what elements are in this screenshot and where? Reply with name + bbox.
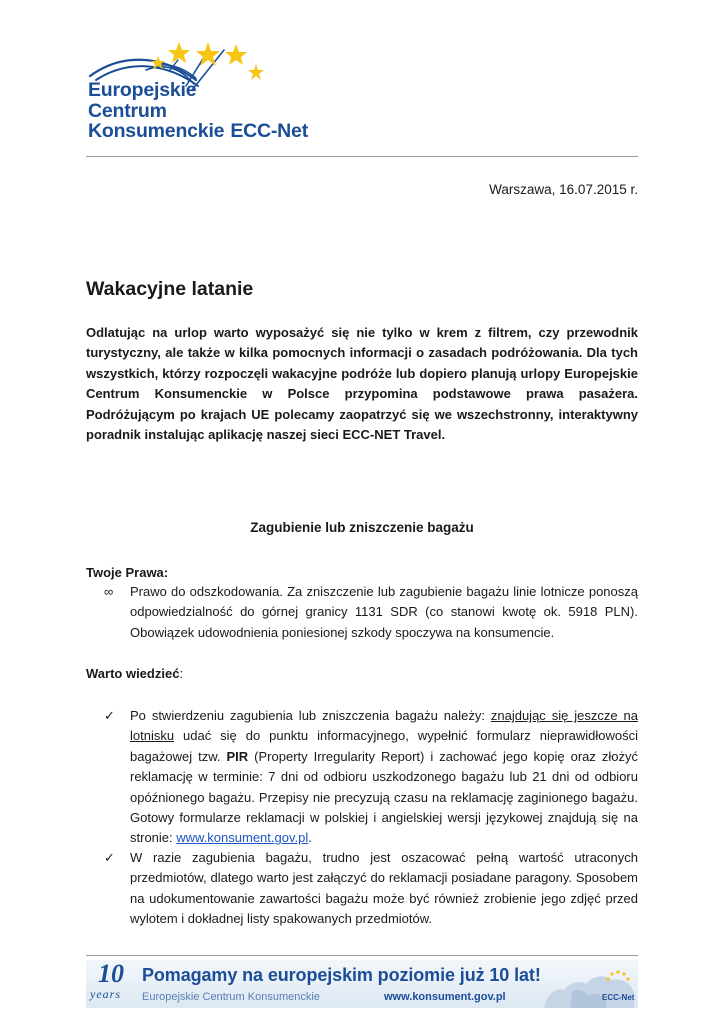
tip-1-part-4: .: [308, 830, 312, 846]
tip-1-text: [130, 706, 638, 849]
star-icon: [168, 42, 190, 63]
infinity-bullet-icon: ∞: [104, 584, 114, 599]
logo-ecc-net: ECC-Net: [230, 120, 308, 142]
header-divider: [86, 156, 638, 157]
checkmark-bullet-icon: ✓: [104, 708, 115, 723]
star-icon: [225, 44, 247, 65]
konsument-link[interactable]: www.konsument.gov.pl: [176, 830, 309, 846]
section-title: Zagubienie lub zniszczenie bagażu: [250, 520, 474, 535]
banner-badge-number: 10: [98, 960, 124, 988]
banner-org-name: Europejskie Centrum Konsumenckie: [142, 991, 320, 1003]
banner-ecc-net: ECC-Net: [602, 993, 635, 1002]
banner-badge-word: years: [90, 987, 121, 1001]
star-icon: [196, 42, 220, 66]
know-heading: [86, 666, 183, 681]
know-heading-text: Warto wiedzieć: [86, 666, 180, 681]
tip-2-text: W razie zagubienia bagażu, trudno jest oszacować pełną wartość utraconych przedmiotów, dlatego warto jest załączyć do reklamacji posiadane paragony. Sposobem na udokumentowanie zawartości bagażu może być również zrobienie jego zdjęć przed wylotem i dokładnej listy spakowanych przedmiotów.: [130, 850, 638, 927]
banner-headline: Pomagamy na europejskim poziomie już 10 lat!: [142, 965, 541, 985]
checkmark-bullet-icon: ✓: [104, 850, 115, 865]
banner-url: www.konsument.gov.pl: [384, 991, 506, 1003]
tip-1-part-3: (Property Irregularity Report) i zachować jego kopię oraz złożyć reklamację w terminie: 7 dni od odbioru uszkodzonego bagażu lub 21 dni od odbioru opóźnionego bagażu. Przepisy nie precyzują czasu na reklamację zaginionego bagażu. Gotowy formularze reklamacji w polskiej i angielskiej wersji językowej znajdują się na stronie:: [130, 748, 638, 846]
tip-1-pir: PIR: [226, 748, 249, 764]
logo-line-3: [88, 121, 308, 142]
tip-list-item: [86, 706, 638, 849]
star-icon: [248, 64, 264, 80]
logo-stars: [151, 42, 264, 80]
rights-list-item: [86, 582, 638, 643]
know-heading-colon: :: [179, 666, 184, 681]
footer-divider: [86, 955, 638, 956]
intro-paragraph: Odlatując na urlop warto wyposażyć się nie tylko w krem z filtrem, czy przewodnik turystyczny, ale także w kilka pomocnych informacji o zasadach podróżowania. Dla tych wszystkich, którzy rozpoczęli wakacyjne podróże lub dopiero planują urlopy Europejskie Centrum Konsumenckie w Polsce przypomina podstawowe prawa pasażera. Podróżującym po krajach UE polecamy zaopatrzyć się we wszechstronny, interaktywny poradnik instalując aplikację naszej sieci ECC-NET Travel.: [86, 325, 638, 443]
logo-line-3-text: Konsumenckie: [88, 120, 225, 142]
logo-wordmark: [88, 80, 308, 142]
logo-line-1: Europejskie: [88, 79, 197, 101]
rights-item-text: Prawo do odszkodowania. Za zniszczenie lub zagubienie bagażu linie lotnicze ponoszą odpowiedzialność do górnej granicy 1131 SDR (co stanowi kwotę ok. 5918 PLN). Obowiązek udowodnienia poniesionej szkody spoczywa na konsumencie.: [130, 584, 638, 640]
logo-line-2: Centrum: [88, 99, 167, 122]
tip-list-item: [86, 848, 638, 930]
tip-1-part-2: udać się do punktu informacyjnego, wypełnić formularz nieprawidłowości bagażowej tzw.: [130, 728, 638, 764]
document-date: Warszawa, 16.07.2015 r.: [489, 182, 638, 197]
tip-1-part-1: Po stwierdzeniu zagubienia lub zniszczenia bagażu należy:: [130, 708, 491, 723]
rights-heading: Twoje Prawa:: [86, 565, 169, 580]
tip-1-underlined: znajdując się jeszcze na lotnisku: [130, 708, 638, 744]
footer-banner: [86, 960, 638, 1008]
document-title: Wakacyjne latanie: [86, 278, 254, 300]
